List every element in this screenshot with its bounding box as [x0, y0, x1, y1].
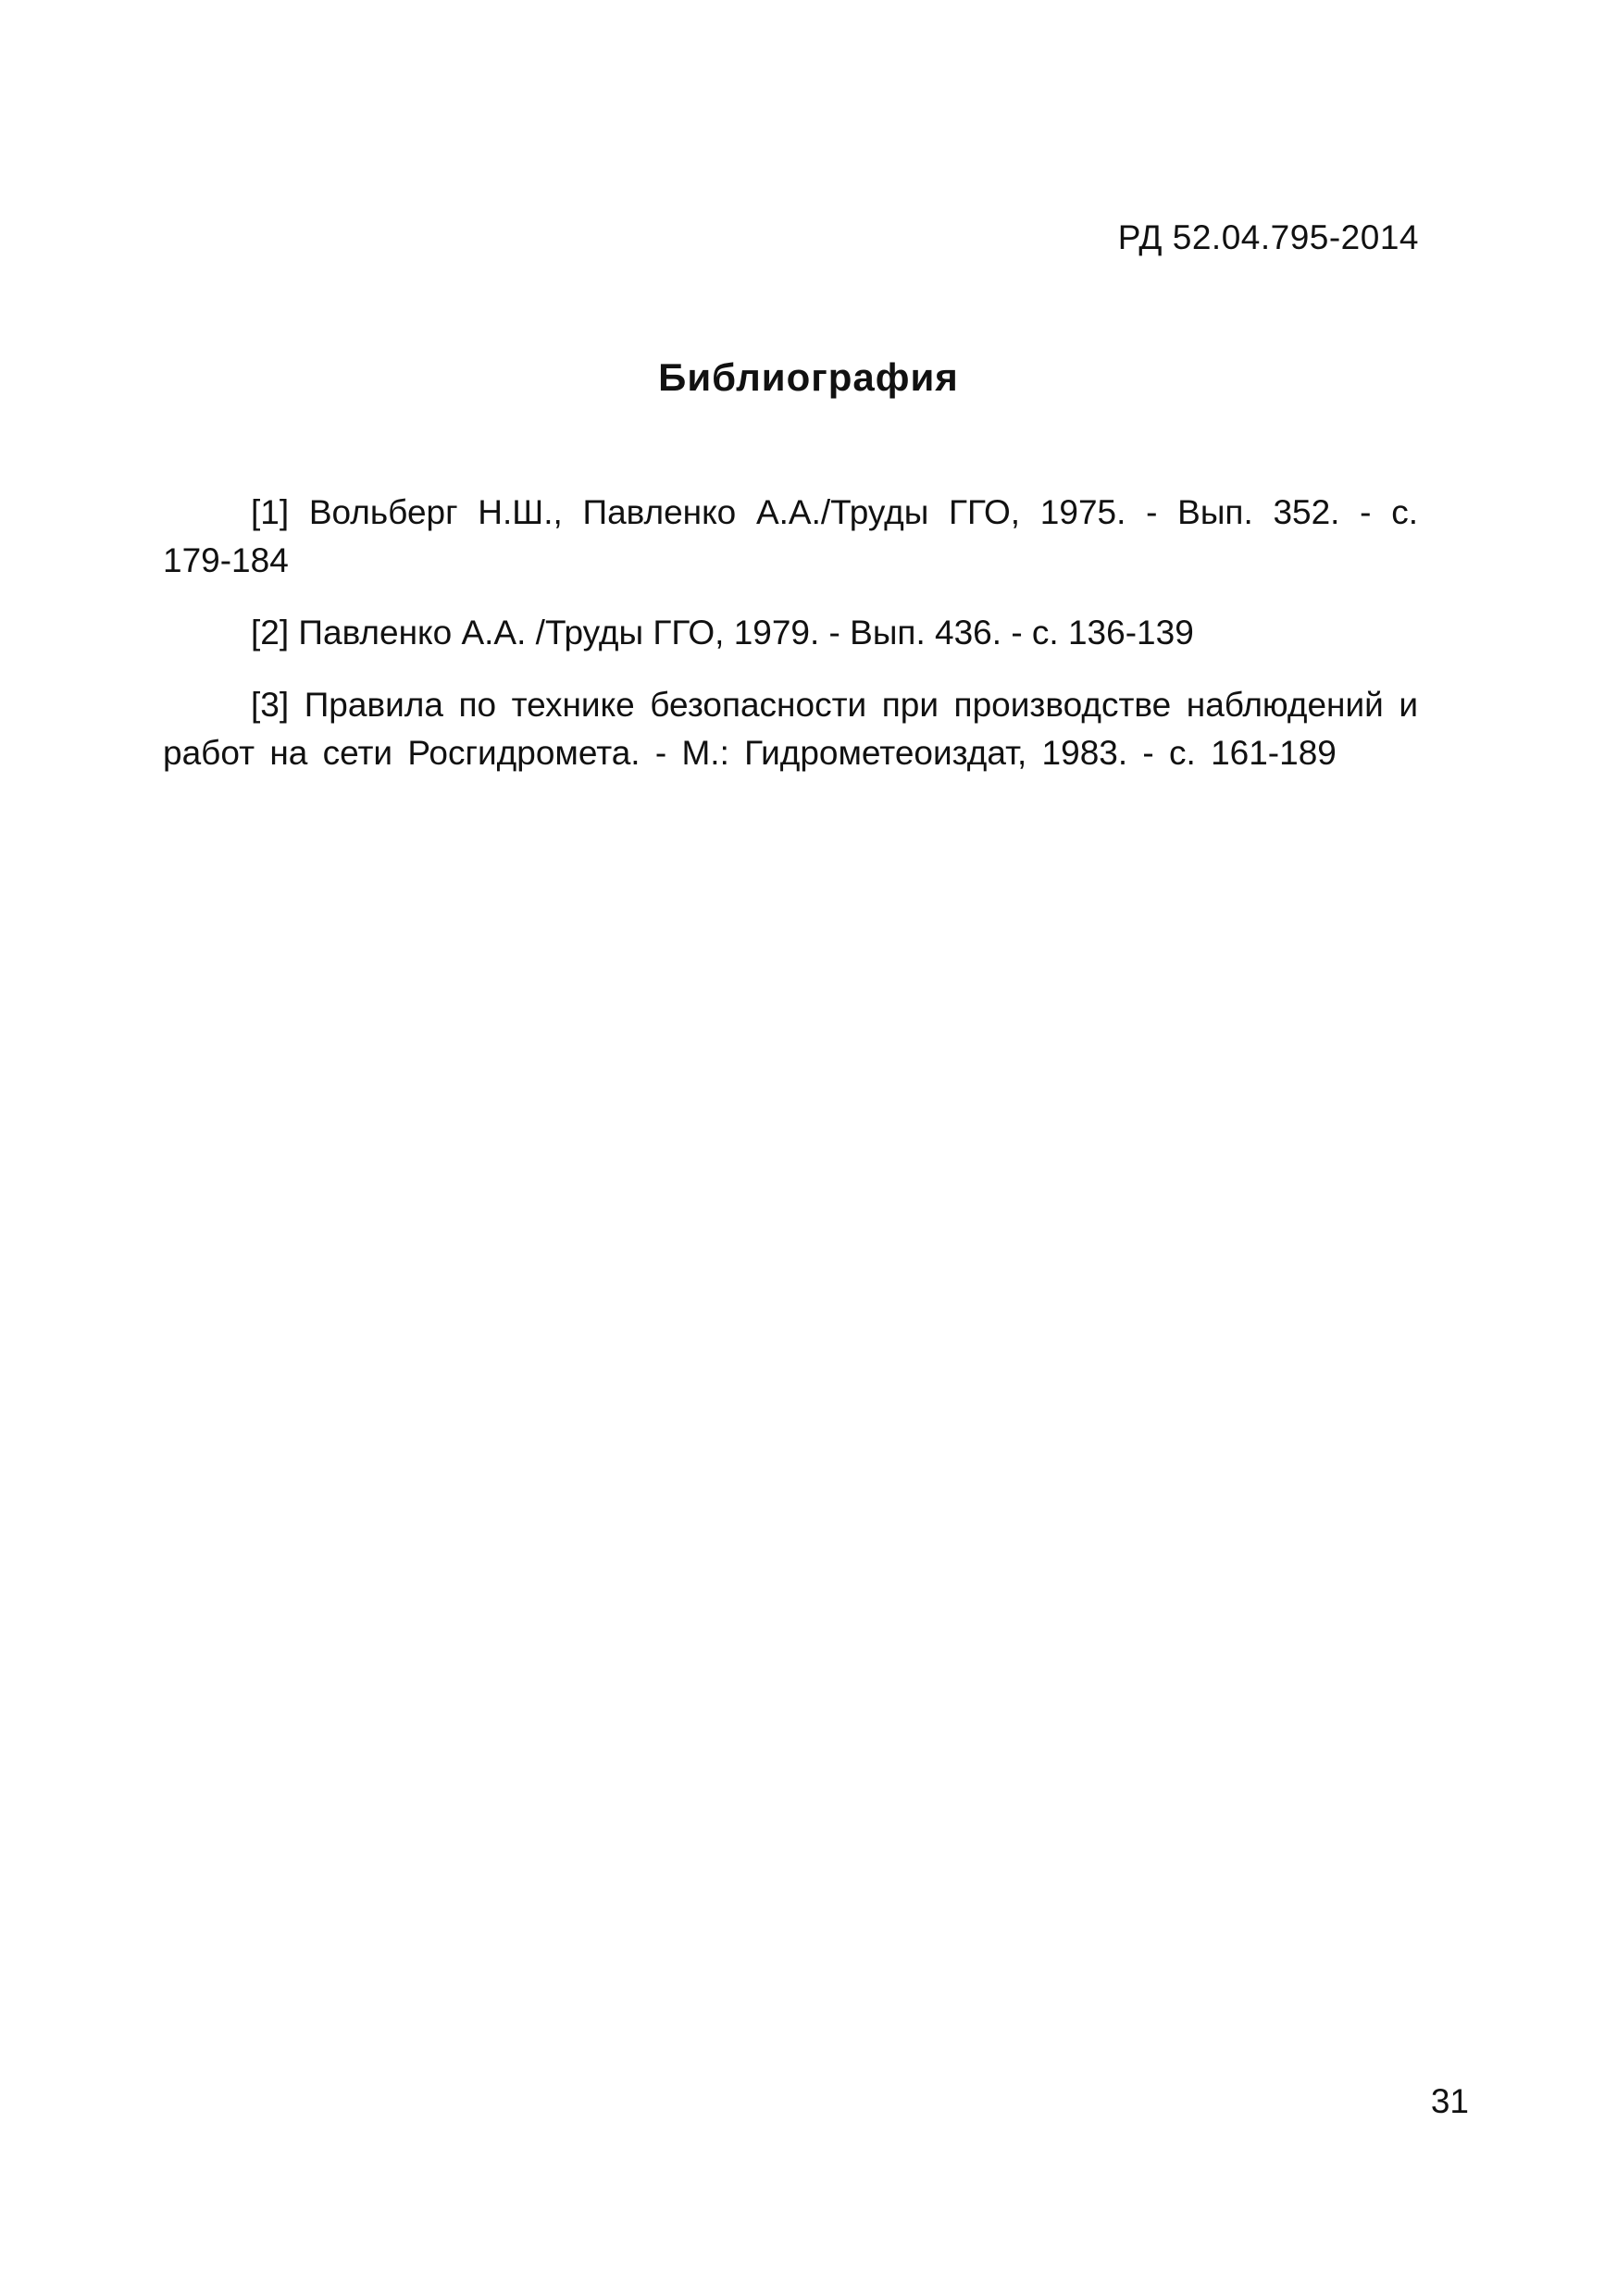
document-code: РД 52.04.795-2014 [1117, 218, 1419, 256]
page-number: 31 [1430, 2082, 1469, 2120]
bibliography-entry-3 [163, 681, 1418, 777]
bibliography-entry-1 [163, 489, 1418, 585]
bibliography-text: Вольберг Н.Ш., Павленко А.А./Труды ГГО, 1975. - Вып. 352. - с. 179-184 [163, 493, 1418, 579]
bibliography-marker: [3] [251, 686, 290, 724]
bibliography-entry-2 [163, 609, 1418, 657]
bibliography-text: Павленко А.А. /Труды ГГО, 1979. - Вып. 436. - с. 136-139 [298, 614, 1194, 652]
bibliography-text: Правила по технике безопасности при производстве наблюдений и работ на сети Росгидромета. - М.: Гидрометеоиздат, 1983. - с. 161-189 [163, 686, 1419, 772]
page-title: Библиография [658, 355, 959, 399]
bibliography-marker: [1] [251, 493, 290, 531]
bibliography-list [163, 489, 1418, 801]
bibliography-marker: [2] [251, 614, 290, 652]
